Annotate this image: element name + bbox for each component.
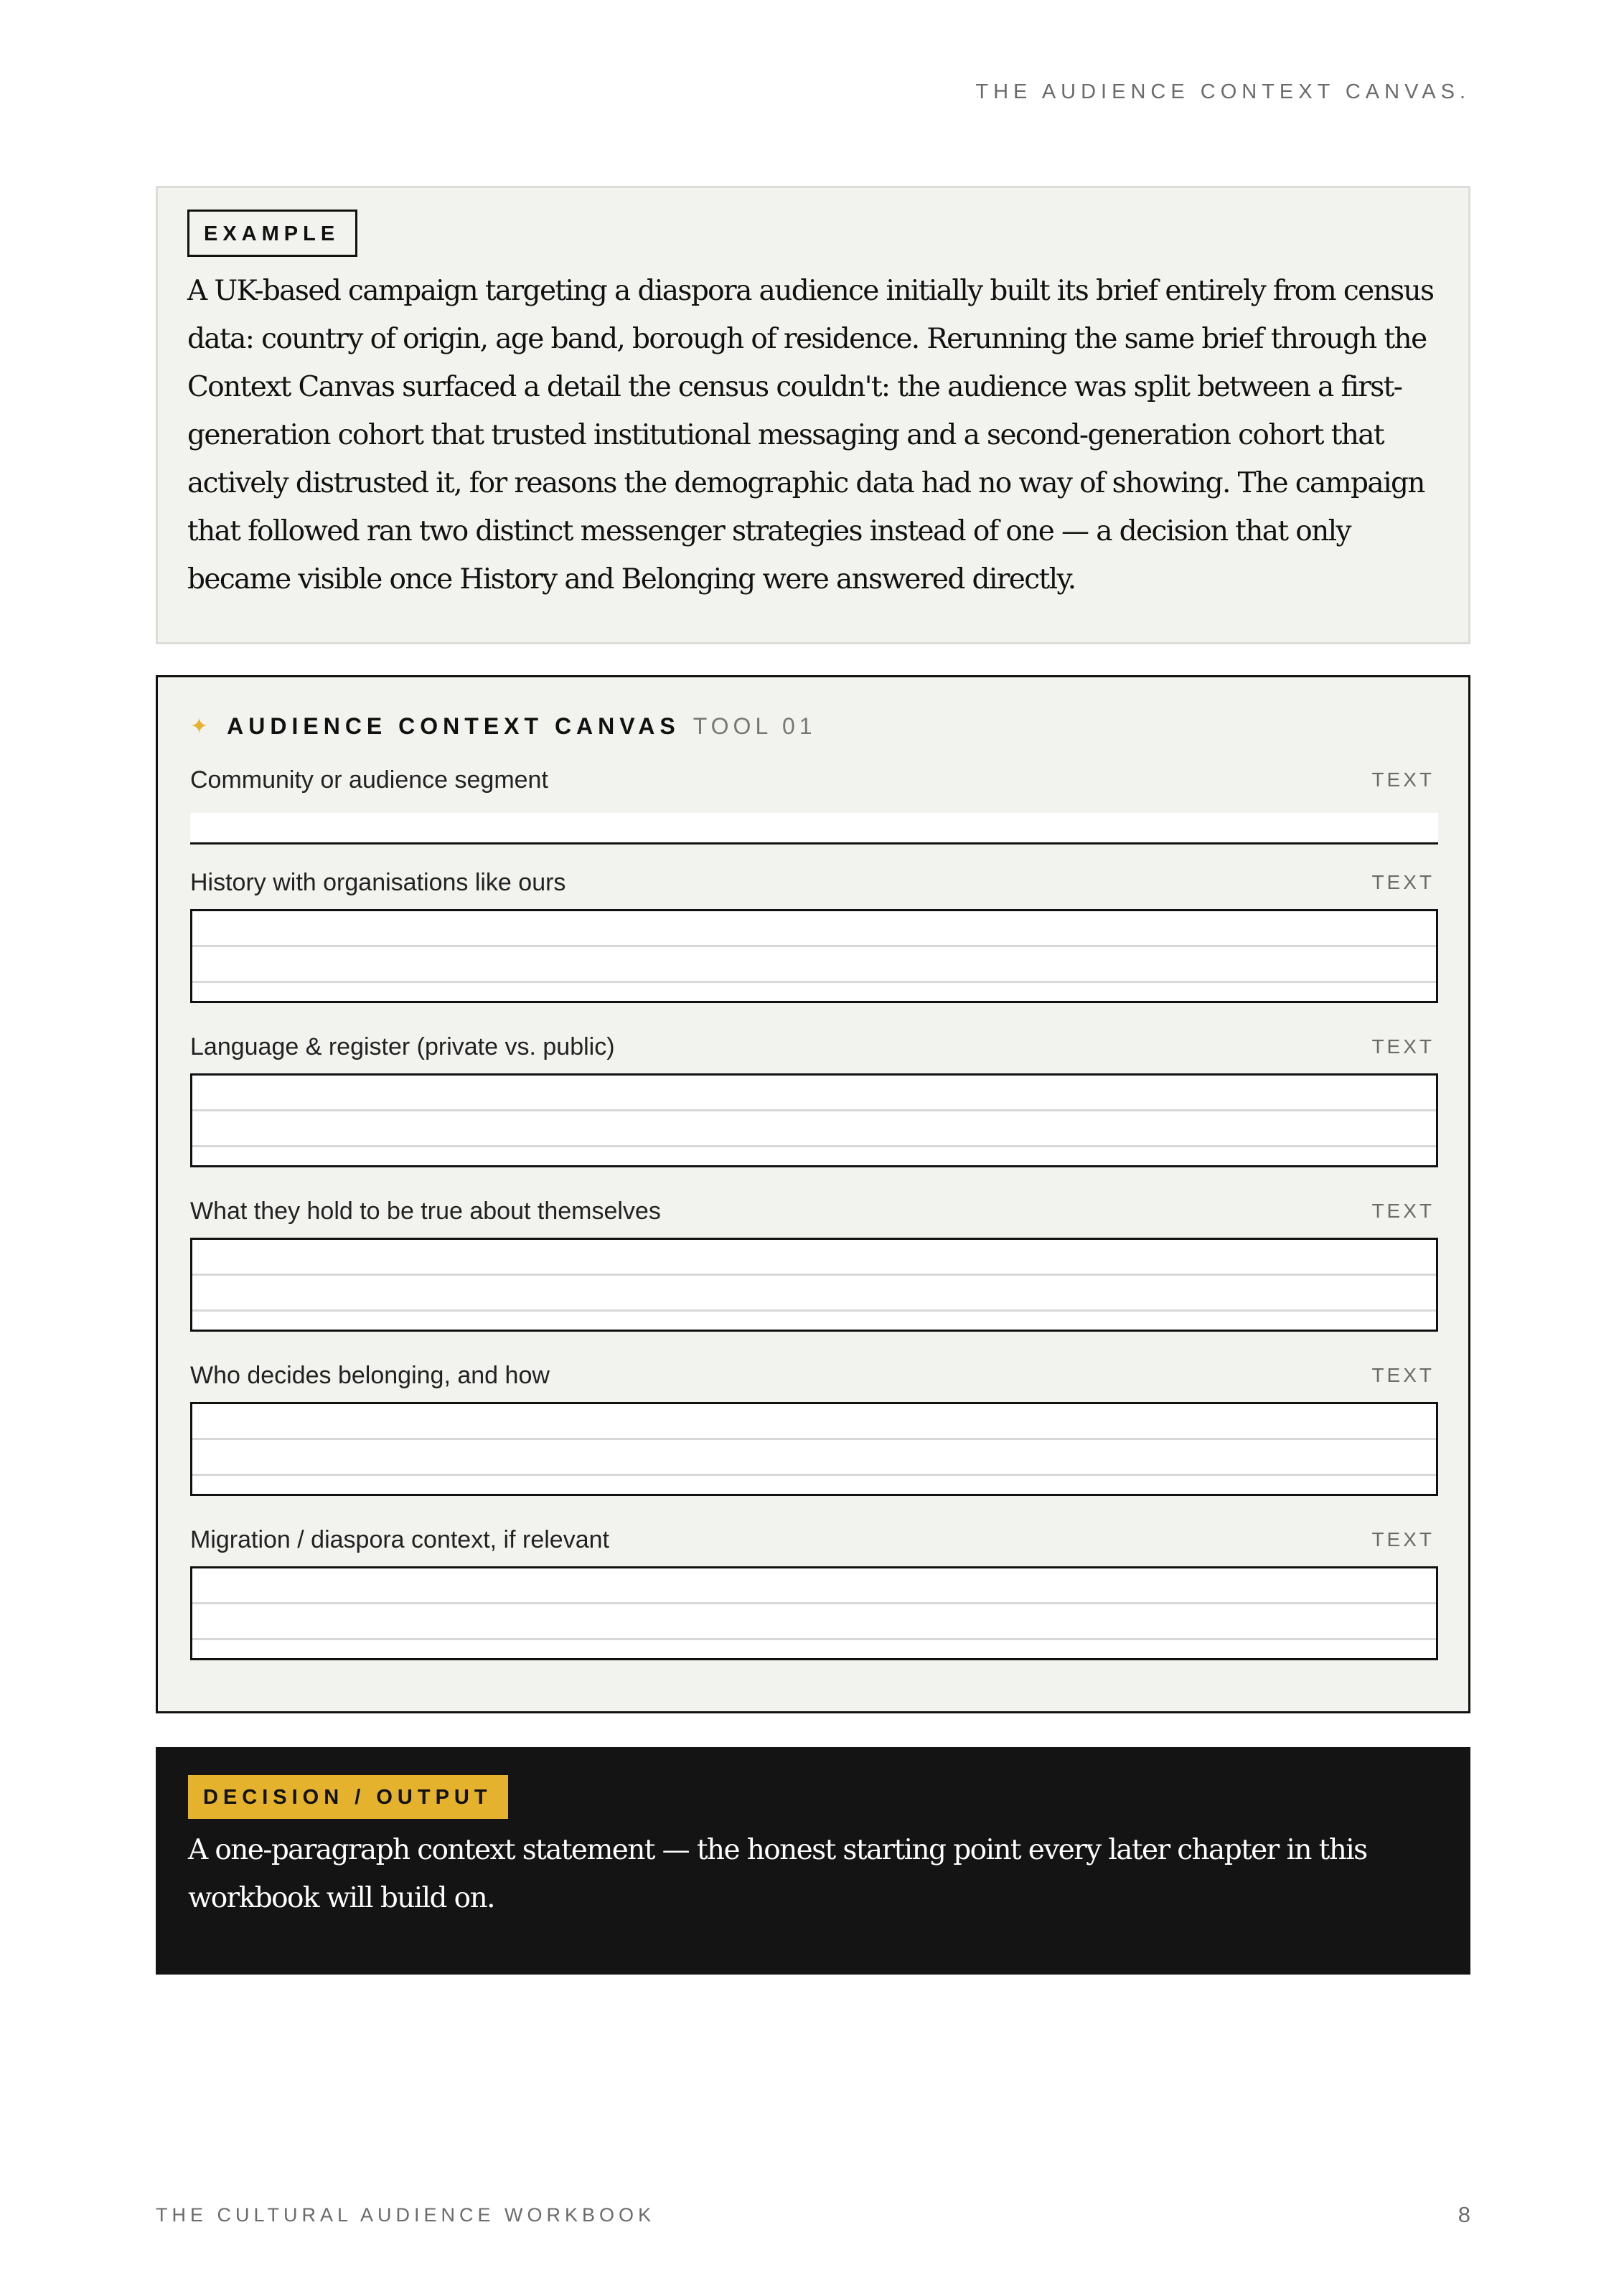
field-type-badge: TEXT — [1371, 1364, 1435, 1386]
field-type-badge: TEXT — [1371, 1200, 1435, 1222]
field-label-migration-context: Migration / diaspora context, if relevant — [190, 1526, 609, 1553]
running-header: THE AUDIENCE CONTEXT CANVAS. — [975, 80, 1470, 103]
field-type-badge: TEXT — [1371, 1528, 1435, 1551]
example-callout — [156, 186, 1470, 644]
canvas-header — [190, 712, 817, 740]
page-number: 8 — [1458, 2202, 1470, 2227]
field-type-badge: TEXT — [1371, 871, 1435, 893]
field-label-self-truths: What they hold to be true about themselves — [190, 1198, 661, 1225]
decision-output-callout — [156, 1747, 1470, 1975]
sparkle-icon: ✦ — [190, 713, 209, 739]
example-tag: EXAMPLE — [187, 210, 357, 257]
history-textarea[interactable] — [190, 909, 1438, 1003]
field-label-belonging: Who decides belonging, and how — [190, 1362, 550, 1389]
field-type-badge: TEXT — [1371, 768, 1435, 791]
footer-book-title: THE CULTURAL AUDIENCE WORKBOOK — [156, 2204, 656, 2226]
example-body: A UK-based campaign targeting a diaspora audience initially built its brief entirely from census data: country of origin, age band, borough of residence. Rerunning the same brief through the Context Canvas surfaced a detail the census couldn't: the audience was split between a first-generation cohort that trusted institutional messaging and a second-generation cohort that actively distrusted it, for reasons the demographic data had no way of showing. The campaign that followed ran two distinct messenger strategies instead of one — a decision that only became visible once History and Belonging were answered directly. — [187, 275, 1434, 596]
migration-context-textarea[interactable] — [190, 1566, 1438, 1660]
language-register-textarea[interactable] — [190, 1073, 1438, 1167]
field-label-history: History with organisations like ours — [190, 869, 566, 896]
tool-number-label: TOOL 01 — [693, 712, 817, 739]
audience-context-canvas-form — [156, 675, 1470, 1713]
decision-output-body: A one-paragraph context statement — the honest starting point every later chapter in this workbook will build on. — [188, 1834, 1367, 1914]
canvas-title: AUDIENCE CONTEXT CANVAS — [227, 712, 680, 739]
community-segment-input[interactable] — [190, 813, 1438, 844]
decision-output-tag: DECISION / OUTPUT — [188, 1775, 508, 1819]
field-label-community-segment: Community or audience segment — [190, 766, 548, 794]
field-label-language-register: Language & register (private vs. public) — [190, 1033, 615, 1060]
belonging-textarea[interactable] — [190, 1402, 1438, 1496]
self-truths-textarea[interactable] — [190, 1238, 1438, 1332]
field-type-badge: TEXT — [1371, 1035, 1435, 1058]
